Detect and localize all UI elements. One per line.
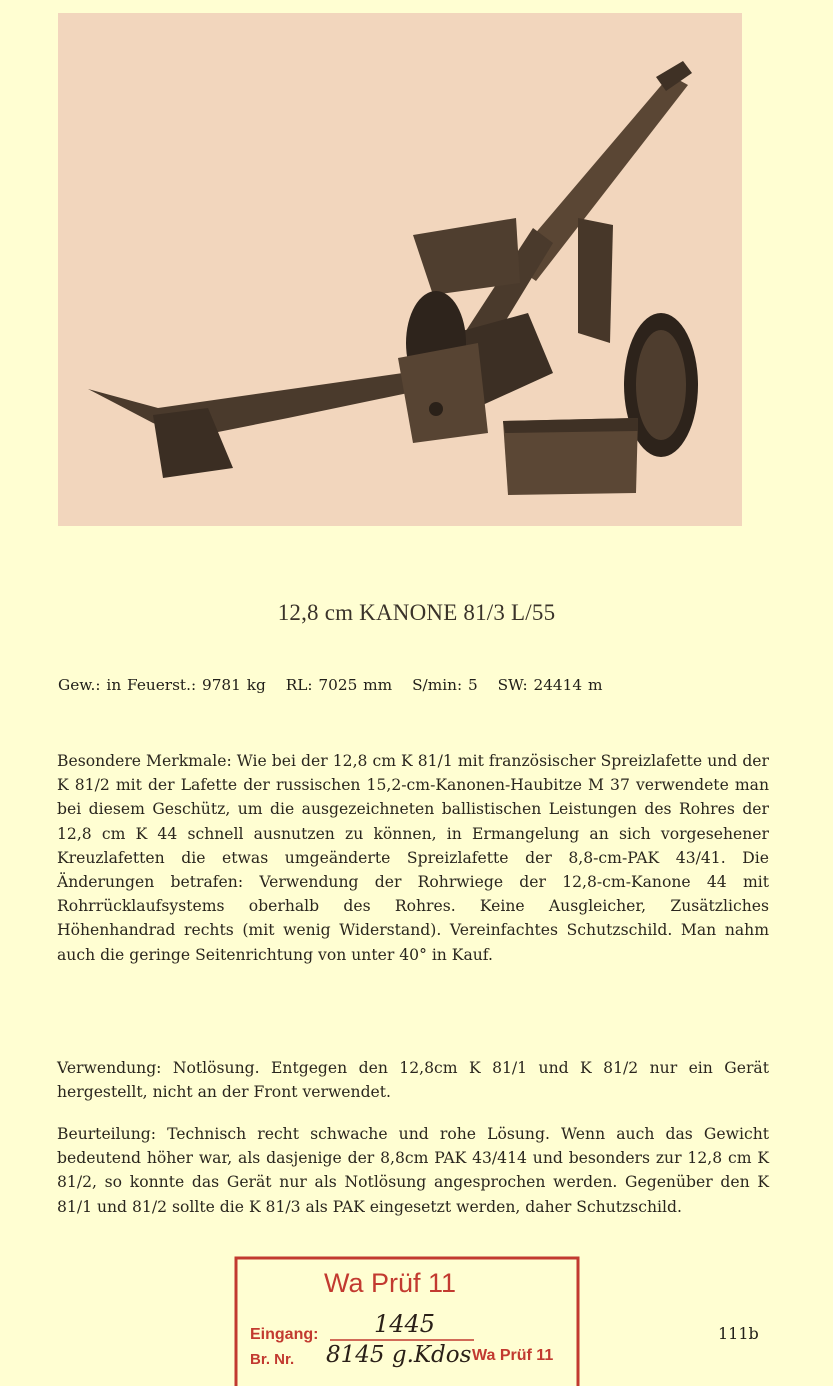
document-title: 12,8 cm KANONE 81/3 L/55 bbox=[277, 600, 556, 625]
stamp-header: Wa Prüf 11 bbox=[324, 1268, 457, 1298]
stamp-eingang-number: 1445 bbox=[374, 1310, 436, 1338]
spec-range: SW: 24414 m bbox=[497, 676, 603, 694]
page-number: 111b bbox=[718, 1324, 759, 1343]
spec-rate: S/min: 5 bbox=[412, 676, 478, 694]
stamp-footer: Wa Prüf 11 bbox=[472, 1347, 554, 1364]
stamp-eingang-label: Eingang: bbox=[250, 1326, 319, 1343]
field-gun-illustration bbox=[58, 13, 742, 526]
gun-photo bbox=[58, 13, 742, 526]
stamp-br-label: Br. Nr. bbox=[250, 1351, 295, 1368]
stamp-br-handwritten: 8145 g.Kdos bbox=[326, 1342, 472, 1368]
specs-line bbox=[58, 676, 788, 694]
paragraph-usage: Verwendung: Notlösung. Entgegen den 12,8cm K 81/1 und K 81/2 nur ein Gerät hergestellt, nicht an der Front verwendet. bbox=[57, 1059, 769, 1102]
spec-barrel-length: RL: 7025 mm bbox=[285, 676, 393, 694]
paragraph-features: Besondere Merkmale: Wie bei der 12,8 cm K 81/1 mit französischer Spreizlafette und der K 81/2 mit der Lafette der russischen 15,2-cm-Kanonen-Haubitze M 37 verwendete man bei diesem Geschütz, um die ausgezeichneten ballistischen Leistungen des Rohres der 12,8 cm K 44 schnell ausnutzen zu können, in Ermangelung an sich vorgesehener Kreuzlafetten die etwas umgeänderte Spreizlafette der 8,8-cm-PAK 43/41. Die Änderungen betrafen: Verwendung der Rohrwiege der 12,8-cm-Kanone 44 mit Rohrrücklaufsystems oberhalb des Rohres. Keine Ausgleicher, Zusätzliches Höhenhandrad rechts (mit wenig Widerstand). Vereinfachtes Schutzschild. Man nahm auch die geringe Seitenrichtung von unter 40° in Kauf. bbox=[57, 752, 769, 964]
spec-weight: Gew.: in Feuerst.: 9781 kg bbox=[58, 676, 266, 694]
paragraph-assessment: Beurteilung: Technisch recht schwache und rohe Lösung. Wenn auch das Gewicht bedeutend höher war, als dasjenige der 8,8cm PAK 43/414 und besonders zur 12,8 cm K 81/2, so konnte das Gerät nur als Notlösung angesprochen werden. Gegenüber den K 81/1 und 81/2 sollte die K 81/3 als PAK eingesetzt werden, daher Schutzschild. bbox=[57, 1125, 769, 1216]
